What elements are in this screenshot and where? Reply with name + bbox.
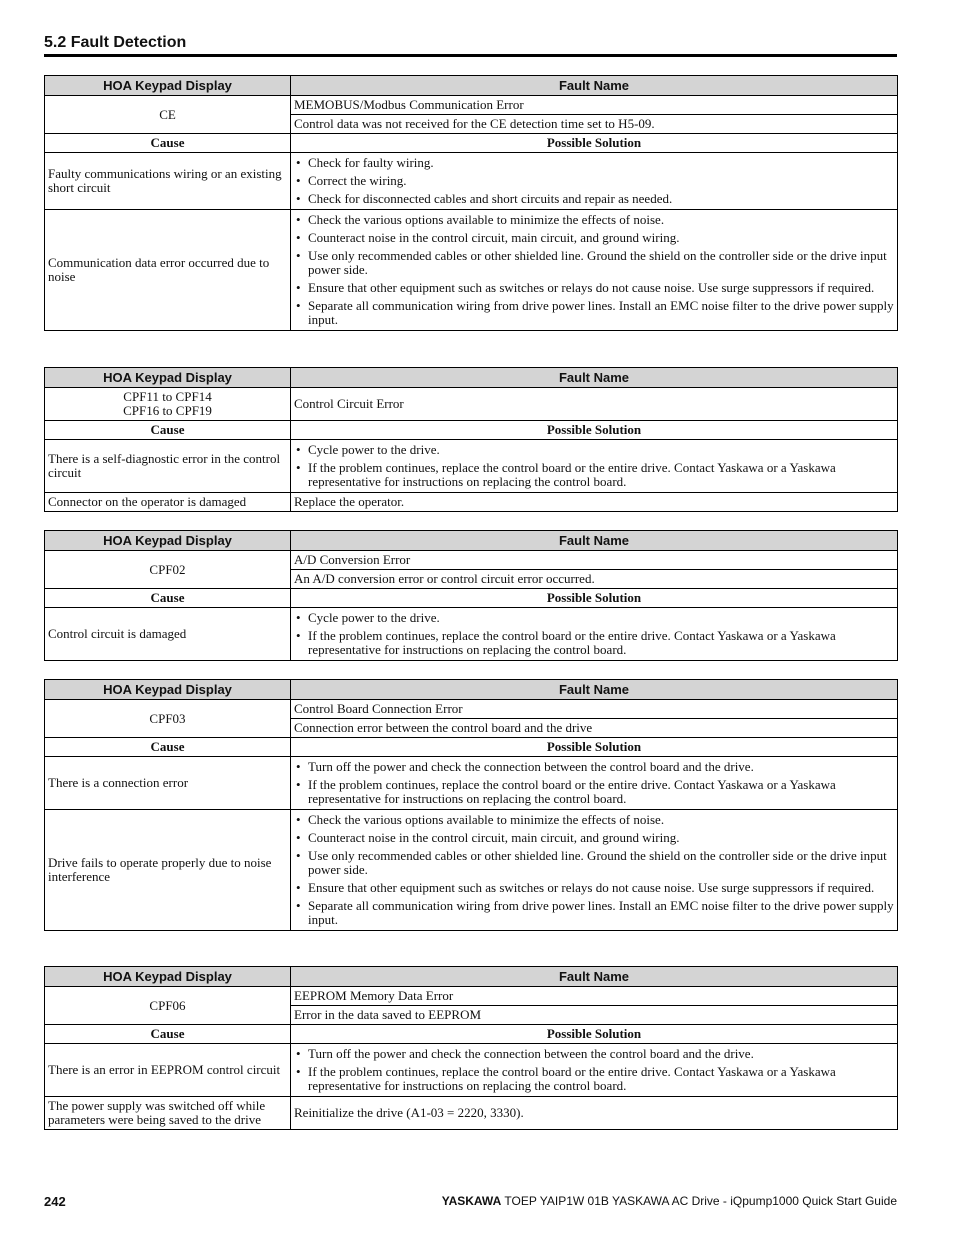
header-possible-solution: Possible Solution [291,738,898,757]
fault-name: Control Board Connection Error [291,700,898,719]
table-row [45,153,898,210]
solution-cell [291,608,898,661]
table-row [45,1097,898,1130]
cause-text: Drive fails to operate properly due to noise interference [45,810,291,931]
solution-list [294,813,894,927]
table-row [45,210,898,331]
solution-list [294,443,894,489]
header-fault-name: Fault Name [291,680,898,700]
header-cause: Cause [45,134,291,153]
fault-row [45,551,898,570]
table-row [45,810,898,931]
cause-text: Communication data error occurred due to noise [45,210,291,331]
header-hoa-keypad-display: HOA Keypad Display [45,680,291,700]
cause-solution-header-row [45,134,898,153]
solution-list [294,213,894,327]
fault-table [44,75,898,331]
footer-doc-title: TOEP YAIP1W 01B YASKAWA AC Drive - iQpump1000 Quick Start Guide [501,1194,897,1208]
cause-text: Faulty communications wiring or an existing short circuit [45,153,291,210]
list-item: • Cycle power to the drive. [294,443,894,457]
cause-text: The power supply was switched off while parameters were being saved to the drive [45,1097,291,1130]
list-item: • If the problem continues, replace the control board or the entire drive. Contact Yaskawa or a Yaskawa representative for instructions on replacing the control board. [294,778,894,806]
header-possible-solution: Possible Solution [291,1025,898,1044]
table-header-row [45,680,898,700]
solution-text: Reinitialize the drive (A1-03 = 2220, 3330). [291,1097,898,1130]
list-item: • If the problem continues, replace the control board or the entire drive. Contact Yaskawa or a Yaskawa representative for instructions on replacing the control board. [294,461,894,489]
cause-text: There is a connection error [45,757,291,810]
solution-list [294,760,894,806]
table-row [45,757,898,810]
cause-solution-header-row [45,589,898,608]
fault-row [45,96,898,115]
list-item: • Use only recommended cables or other shielded line. Ground the shield on the controller side or the drive input power side. [294,849,894,877]
header-cause: Cause [45,421,291,440]
fault-description: An A/D conversion error or control circuit error occurred. [291,570,898,589]
list-item: • Check for faulty wiring. [294,156,894,170]
fault-row [45,388,898,421]
cause-solution-header-row [45,738,898,757]
section-title: 5.2 Fault Detection [44,34,187,51]
cause-solution-header-row [45,1025,898,1044]
solution-cell [291,757,898,810]
footer-document-title [442,1194,897,1208]
cause-text: Control circuit is damaged [45,608,291,661]
solution-list [294,1047,894,1093]
list-item: • If the problem continues, replace the control board or the entire drive. Contact Yaskawa or a Yaskawa representative for instructions on replacing the control board. [294,629,894,657]
header-hoa-keypad-display: HOA Keypad Display [45,368,291,388]
header-cause: Cause [45,1025,291,1044]
list-item: • Separate all communication wiring from drive power lines. Install an EMC noise filter to the drive power supply input. [294,299,894,327]
table-row [45,493,898,512]
solution-cell [291,810,898,931]
fault-name: Control Circuit Error [291,388,898,421]
header-fault-name: Fault Name [291,76,898,96]
solution-cell [291,1044,898,1097]
keypad-code-line: CE [159,106,176,122]
fault-table [44,966,898,1130]
fault-description: Connection error between the control board and the drive [291,719,898,738]
table-row [45,440,898,493]
fault-name: MEMOBUS/Modbus Communication Error [291,96,898,115]
fault-name: EEPROM Memory Data Error [291,987,898,1006]
fault-name: A/D Conversion Error [291,551,898,570]
keypad-code-line: CPF11 to CPF14 [123,389,212,404]
list-item: • Counteract noise in the control circuit, main circuit, and ground wiring. [294,231,894,245]
fault-row [45,987,898,1006]
list-item: • Counteract noise in the control circuit, main circuit, and ground wiring. [294,831,894,845]
keypad-display-code [45,700,291,738]
solution-cell [291,440,898,493]
header-hoa-keypad-display: HOA Keypad Display [45,967,291,987]
header-fault-name: Fault Name [291,368,898,388]
fault-description: Error in the data saved to EEPROM [291,1006,898,1025]
keypad-code-line: CPF02 [149,561,186,577]
list-item: • Check the various options available to minimize the effects of noise. [294,813,894,827]
solution-list [294,611,894,657]
keypad-code-line: CPF16 to CPF19 [123,403,212,418]
table-header-row [45,967,898,987]
keypad-display-code [45,987,291,1025]
list-item: • Turn off the power and check the connection between the control board and the drive. [294,760,894,774]
cause-text: There is a self-diagnostic error in the control circuit [45,440,291,493]
cause-text: There is an error in EEPROM control circuit [45,1044,291,1097]
cause-text: Connector on the operator is damaged [45,493,291,512]
header-cause: Cause [45,738,291,757]
header-possible-solution: Possible Solution [291,421,898,440]
list-item: • Check for disconnected cables and short circuits and repair as needed. [294,192,894,206]
header-hoa-keypad-display: HOA Keypad Display [45,531,291,551]
table-header-row [45,531,898,551]
solution-cell [291,153,898,210]
keypad-display-code [45,551,291,589]
table-row [45,1044,898,1097]
list-item: • Separate all communication wiring from drive power lines. Install an EMC noise filter to the drive power supply input. [294,899,894,927]
fault-description: Control data was not received for the CE detection time set to H5-09. [291,115,898,134]
fault-table [44,367,898,512]
section-title-rule [44,54,897,57]
cause-solution-header-row [45,421,898,440]
table-header-row [45,368,898,388]
page-number: 242 [44,1194,66,1209]
fault-table [44,679,898,931]
list-item: • Cycle power to the drive. [294,611,894,625]
solution-cell [291,210,898,331]
header-possible-solution: Possible Solution [291,134,898,153]
list-item: • Use only recommended cables or other shielded line. Ground the shield on the controller side or the drive input power side. [294,249,894,277]
header-cause: Cause [45,589,291,608]
list-item: • Ensure that other equipment such as switches or relays do not cause noise. Use surge suppressors if required. [294,281,894,295]
footer-brand: YASKAWA [441,1194,502,1208]
keypad-display-code [45,388,291,421]
header-fault-name: Fault Name [291,967,898,987]
table-row [45,608,898,661]
solution-list [294,156,894,206]
keypad-code-line: CPF03 [149,710,186,726]
list-item: • Check the various options available to minimize the effects of noise. [294,213,894,227]
list-item: • If the problem continues, replace the control board or the entire drive. Contact Yaskawa or a Yaskawa representative for instructions on replacing the control board. [294,1065,894,1093]
list-item: • Correct the wiring. [294,174,894,188]
header-possible-solution: Possible Solution [291,589,898,608]
fault-table [44,530,898,661]
table-header-row [45,76,898,96]
fault-row [45,700,898,719]
header-hoa-keypad-display: HOA Keypad Display [45,76,291,96]
solution-text: Replace the operator. [291,493,898,512]
list-item: • Turn off the power and check the connection between the control board and the drive. [294,1047,894,1061]
keypad-code-line: CPF06 [149,997,186,1013]
list-item: • Ensure that other equipment such as switches or relays do not cause noise. Use surge suppressors if required. [294,881,894,895]
keypad-display-code [45,96,291,134]
header-fault-name: Fault Name [291,531,898,551]
